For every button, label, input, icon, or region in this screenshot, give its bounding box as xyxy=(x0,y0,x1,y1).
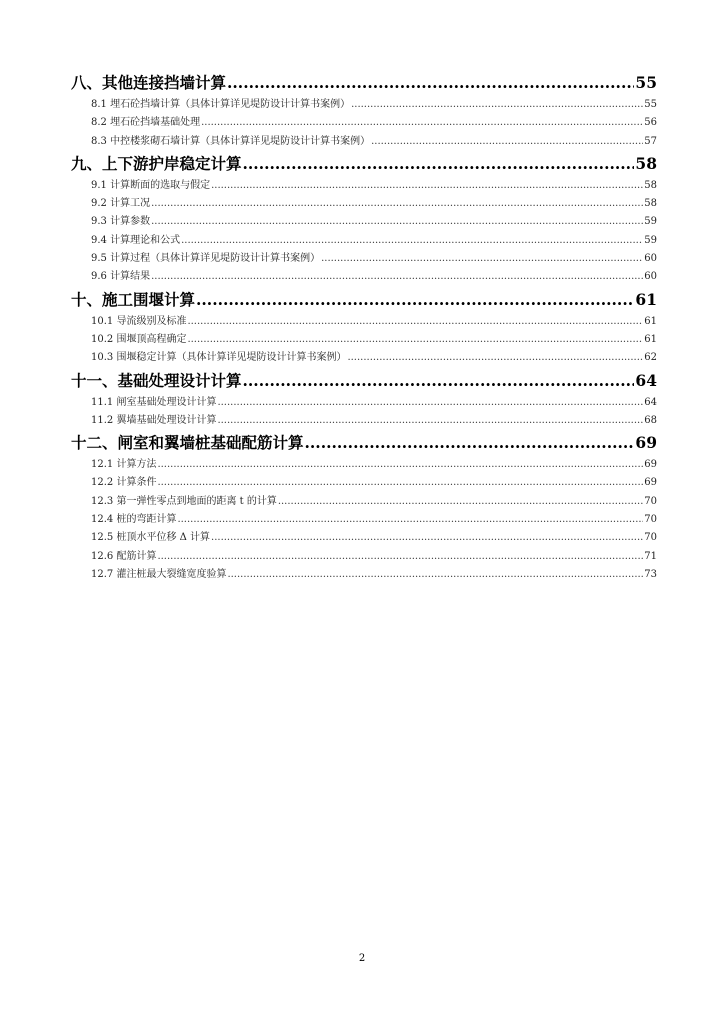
section-title: 8.2 埋石砼挡墙基础处理 xyxy=(91,117,201,129)
toc-section-entry[interactable] xyxy=(71,268,657,286)
dot-leader xyxy=(351,96,643,114)
toc-section-entry[interactable] xyxy=(71,133,657,151)
section-title: 10.2 围堰顶高程确定 xyxy=(91,333,187,345)
chapter-title: 九、上下游护岸稳定计算 xyxy=(71,153,242,173)
dot-leader xyxy=(243,368,635,394)
dot-leader xyxy=(305,430,635,456)
dot-leader xyxy=(187,313,643,331)
toc-section-entry[interactable] xyxy=(71,394,657,412)
section-page-number: 70 xyxy=(644,514,657,526)
toc-section-entry[interactable] xyxy=(71,529,657,547)
toc-chapter-entry[interactable] xyxy=(71,430,657,456)
chapter-page-number: 69 xyxy=(635,433,657,453)
toc-section-entry[interactable] xyxy=(71,493,657,511)
toc-section-entry[interactable] xyxy=(71,213,657,231)
section-title: 12.6 配筋计算 xyxy=(91,550,157,562)
dot-leader xyxy=(181,232,643,250)
dot-leader xyxy=(157,474,643,492)
section-page-number: 61 xyxy=(644,333,657,345)
section-title: 12.1 计算方法 xyxy=(91,459,157,471)
section-page-number: 60 xyxy=(644,271,657,283)
toc-section-entry[interactable] xyxy=(71,548,657,566)
chapter-title: 十、施工围堰计算 xyxy=(71,289,196,309)
toc-chapter-entry[interactable] xyxy=(71,287,657,313)
section-page-number: 58 xyxy=(644,179,657,191)
toc-section-entry[interactable] xyxy=(71,412,657,430)
toc-section-entry[interactable] xyxy=(71,232,657,250)
section-page-number: 71 xyxy=(644,550,657,562)
section-page-number: 58 xyxy=(644,198,657,210)
toc-section-entry[interactable] xyxy=(71,195,657,213)
toc-section-entry[interactable] xyxy=(71,474,657,492)
chapter-title: 十二、闸室和翼墙桩基础配筋计算 xyxy=(71,433,304,453)
dot-leader xyxy=(321,250,643,268)
chapter-title: 八、其他连接挡墙计算 xyxy=(71,73,227,92)
section-page-number: 68 xyxy=(644,414,657,426)
toc-section-entry[interactable] xyxy=(71,566,657,584)
section-title: 9.5 计算过程（具体计算详见堤防设计计算书案例） xyxy=(91,253,321,265)
dot-leader xyxy=(227,70,634,96)
section-page-number: 70 xyxy=(644,495,657,507)
section-page-number: 56 xyxy=(644,117,657,129)
section-title: 12.4 桩的弯距计算 xyxy=(91,514,177,526)
chapter-page-number: 55 xyxy=(635,73,657,92)
section-page-number: 69 xyxy=(644,477,657,489)
section-title: 12.3 第一弹性零点到地面的距离 t 的计算 xyxy=(91,495,277,507)
section-title: 11.2 翼墙基础处理设计计算 xyxy=(91,414,217,426)
toc-section-entry[interactable] xyxy=(71,331,657,349)
dot-leader xyxy=(151,213,643,231)
dot-leader xyxy=(157,456,643,474)
section-title: 9.3 计算参数 xyxy=(91,216,151,228)
toc-section-entry[interactable] xyxy=(71,114,657,132)
section-title: 10.3 围堰稳定计算（具体计算详见堤防设计计算书案例） xyxy=(91,352,347,364)
chapter-title: 十一、基础处理设计计算 xyxy=(71,370,242,390)
section-page-number: 62 xyxy=(644,352,657,364)
toc-section-entry[interactable] xyxy=(71,511,657,529)
section-title: 9.2 计算工况 xyxy=(91,198,151,210)
dot-leader xyxy=(243,151,635,177)
dot-leader xyxy=(227,566,643,584)
section-page-number: 55 xyxy=(644,99,657,110)
section-title: 8.1 埋石砼挡墙计算（具体计算详见堤防设计计算书案例） xyxy=(91,99,351,110)
section-title: 9.6 计算结果 xyxy=(91,271,151,283)
section-title: 11.1 闸室基础处理设计计算 xyxy=(91,396,217,408)
section-title: 9.1 计算断面的选取与假定 xyxy=(91,179,211,191)
toc-section-entry[interactable] xyxy=(71,456,657,474)
toc-section-entry[interactable] xyxy=(71,349,657,367)
toc-chapter-entry[interactable] xyxy=(71,151,657,177)
dot-leader xyxy=(211,177,643,195)
section-page-number: 70 xyxy=(644,532,657,544)
dot-leader xyxy=(151,268,643,286)
dot-leader xyxy=(151,195,643,213)
toc-section-entry[interactable] xyxy=(71,96,657,114)
dot-leader xyxy=(211,529,643,547)
toc-section-entry[interactable] xyxy=(71,250,657,268)
dot-leader xyxy=(201,114,643,132)
section-page-number: 69 xyxy=(644,459,657,471)
dot-leader xyxy=(278,493,643,511)
section-page-number: 57 xyxy=(644,135,657,147)
dot-leader xyxy=(177,511,643,529)
chapter-page-number: 58 xyxy=(635,153,657,173)
chapter-page-number: 61 xyxy=(635,289,657,309)
dot-leader xyxy=(371,133,643,151)
dot-leader xyxy=(196,287,634,313)
section-page-number: 59 xyxy=(644,216,657,228)
page-footer-number: 2 xyxy=(358,953,366,964)
section-title: 12.7 灌注桩最大裂缝宽度验算 xyxy=(91,568,227,580)
toc-section-entry[interactable] xyxy=(71,177,657,195)
dot-leader xyxy=(187,331,643,349)
section-title: 9.4 计算理论和公式 xyxy=(91,234,181,246)
dot-leader xyxy=(217,412,643,430)
section-page-number: 64 xyxy=(644,396,657,408)
section-title: 10.1 导流级别及标准 xyxy=(91,315,187,327)
table-of-contents xyxy=(71,70,657,584)
toc-chapter-entry[interactable] xyxy=(71,368,657,394)
section-page-number: 61 xyxy=(644,315,657,327)
section-page-number: 60 xyxy=(644,253,657,265)
section-title: 12.5 桩顶水平位移 Δ 计算 xyxy=(91,532,211,544)
chapter-page-number: 64 xyxy=(635,370,657,390)
section-title: 8.3 中控楼浆砌石墙计算（具体计算详见堤防设计计算书案例） xyxy=(91,135,371,147)
dot-leader xyxy=(217,394,643,412)
dot-leader xyxy=(157,548,643,566)
section-page-number: 73 xyxy=(644,568,657,580)
toc-section-entry[interactable] xyxy=(71,313,657,331)
section-page-number: 59 xyxy=(644,234,657,246)
section-title: 12.2 计算条件 xyxy=(91,477,157,489)
dot-leader xyxy=(347,349,643,367)
toc-chapter-entry[interactable] xyxy=(71,70,657,96)
